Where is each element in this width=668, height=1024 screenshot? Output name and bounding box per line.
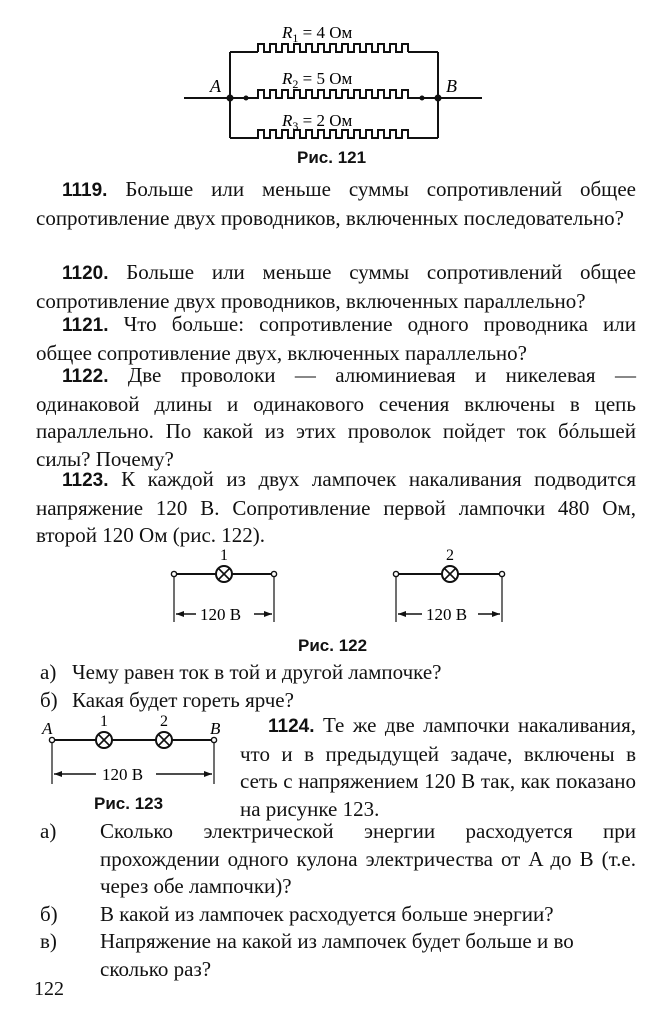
node-b-dot xyxy=(435,95,442,102)
figure-122-lamps xyxy=(160,546,520,630)
r3-label: $R_3 = 2$ Ом xyxy=(282,111,353,133)
node-dot xyxy=(420,96,425,101)
problem-1120 xyxy=(36,259,636,315)
lamp-2-label: 2 xyxy=(160,714,168,730)
problem-number: 1119. xyxy=(62,180,108,201)
figure-122-caption: Рис. 122 xyxy=(298,636,368,655)
problem-1124-subquestions xyxy=(40,818,636,983)
page-number: 122 xyxy=(34,978,64,1000)
resistor-r2 xyxy=(230,90,438,98)
problem-1123-subquestions xyxy=(40,659,640,714)
r2-label: $R_2 = 5$ Ом xyxy=(282,69,353,91)
problem-text: Больше или меньше суммы сопротивлений общее сопротивление двух проводников, включенных параллельно? xyxy=(36,260,636,313)
resistor-r1 xyxy=(258,44,408,52)
problem-number: 1124. xyxy=(268,716,315,737)
voltage-2-label: 120 В xyxy=(426,605,468,624)
problem-text: Больше или меньше суммы сопротивлений общее сопротивление двух проводников, включенных последовательно? xyxy=(36,177,636,230)
problem-1121 xyxy=(36,311,636,367)
problem-1123 xyxy=(36,466,636,550)
subquestion-a: а) Чему равен ток в той и другой лампочке? xyxy=(40,660,442,684)
problem-text: К каждой из двух лампочек накаливания подводится напряжение 120 В. Сопротивление первой лампочки 480 Ом, второй 120 Ом (рис. 122). xyxy=(36,467,637,547)
node-dot xyxy=(244,96,249,101)
lamp-1-label: 1 xyxy=(100,714,108,730)
problem-1124 xyxy=(240,712,636,823)
figure-123-series-lamps xyxy=(38,714,238,790)
problem-text: Две проволоки — алюминиевая и никелевая — одинаковой длины и одинакового сечения включены в цепь параллельно. По какой из этих проволок пойдет ток бóльшей силы? Почему? xyxy=(36,363,636,471)
figure-121-caption: Рис. 121 xyxy=(297,148,367,167)
lamp-2-label: 2 xyxy=(446,547,454,564)
problem-number: 1120. xyxy=(62,263,109,284)
node-a-label: A xyxy=(42,719,53,738)
problem-number: 1123. xyxy=(62,470,109,491)
figure-121-circuit xyxy=(170,14,510,144)
resistor-r3 xyxy=(230,130,438,138)
node-a-dot xyxy=(227,95,234,102)
figure-123-caption: Рис. 123 xyxy=(94,794,164,813)
lamp-1-label: 1 xyxy=(220,547,228,564)
problem-number: 1122. xyxy=(62,366,109,387)
node-b-label: B xyxy=(446,76,457,96)
r1-label: $R_1 = 4$ Ом xyxy=(282,23,353,45)
problem-1119 xyxy=(36,176,636,232)
problem-text: Те же две лампочки накаливания, что и в предыдущей задаче, включены в сеть с напряжением 120 В так, как показано на рисунке 123. xyxy=(240,713,636,821)
subquestion-b: б) В какой из лампочек расходуется больше энергии? xyxy=(40,901,554,926)
node-a-label: A xyxy=(210,76,221,96)
node-b-label: B xyxy=(210,719,221,738)
problem-text: Что больше: сопротивление одного проводника или общее сопротивление двух, включенных параллельно? xyxy=(36,312,636,365)
problem-number: 1121. xyxy=(62,315,109,336)
problem-1122 xyxy=(36,362,636,473)
subquestion-c: в) Напряжение на какой из лампочек будет больше и во сколько раз? xyxy=(40,929,574,981)
voltage-1-label: 120 В xyxy=(200,605,242,624)
voltage-label: 120 В xyxy=(102,765,144,784)
subquestion-a: а) Сколько электрической энергии расходуется при прохождении одного кулона электричества от A до B (т.е. через обе лампочки)? xyxy=(40,819,636,898)
subquestion-b: б) Какая будет гореть ярче? xyxy=(40,687,294,712)
